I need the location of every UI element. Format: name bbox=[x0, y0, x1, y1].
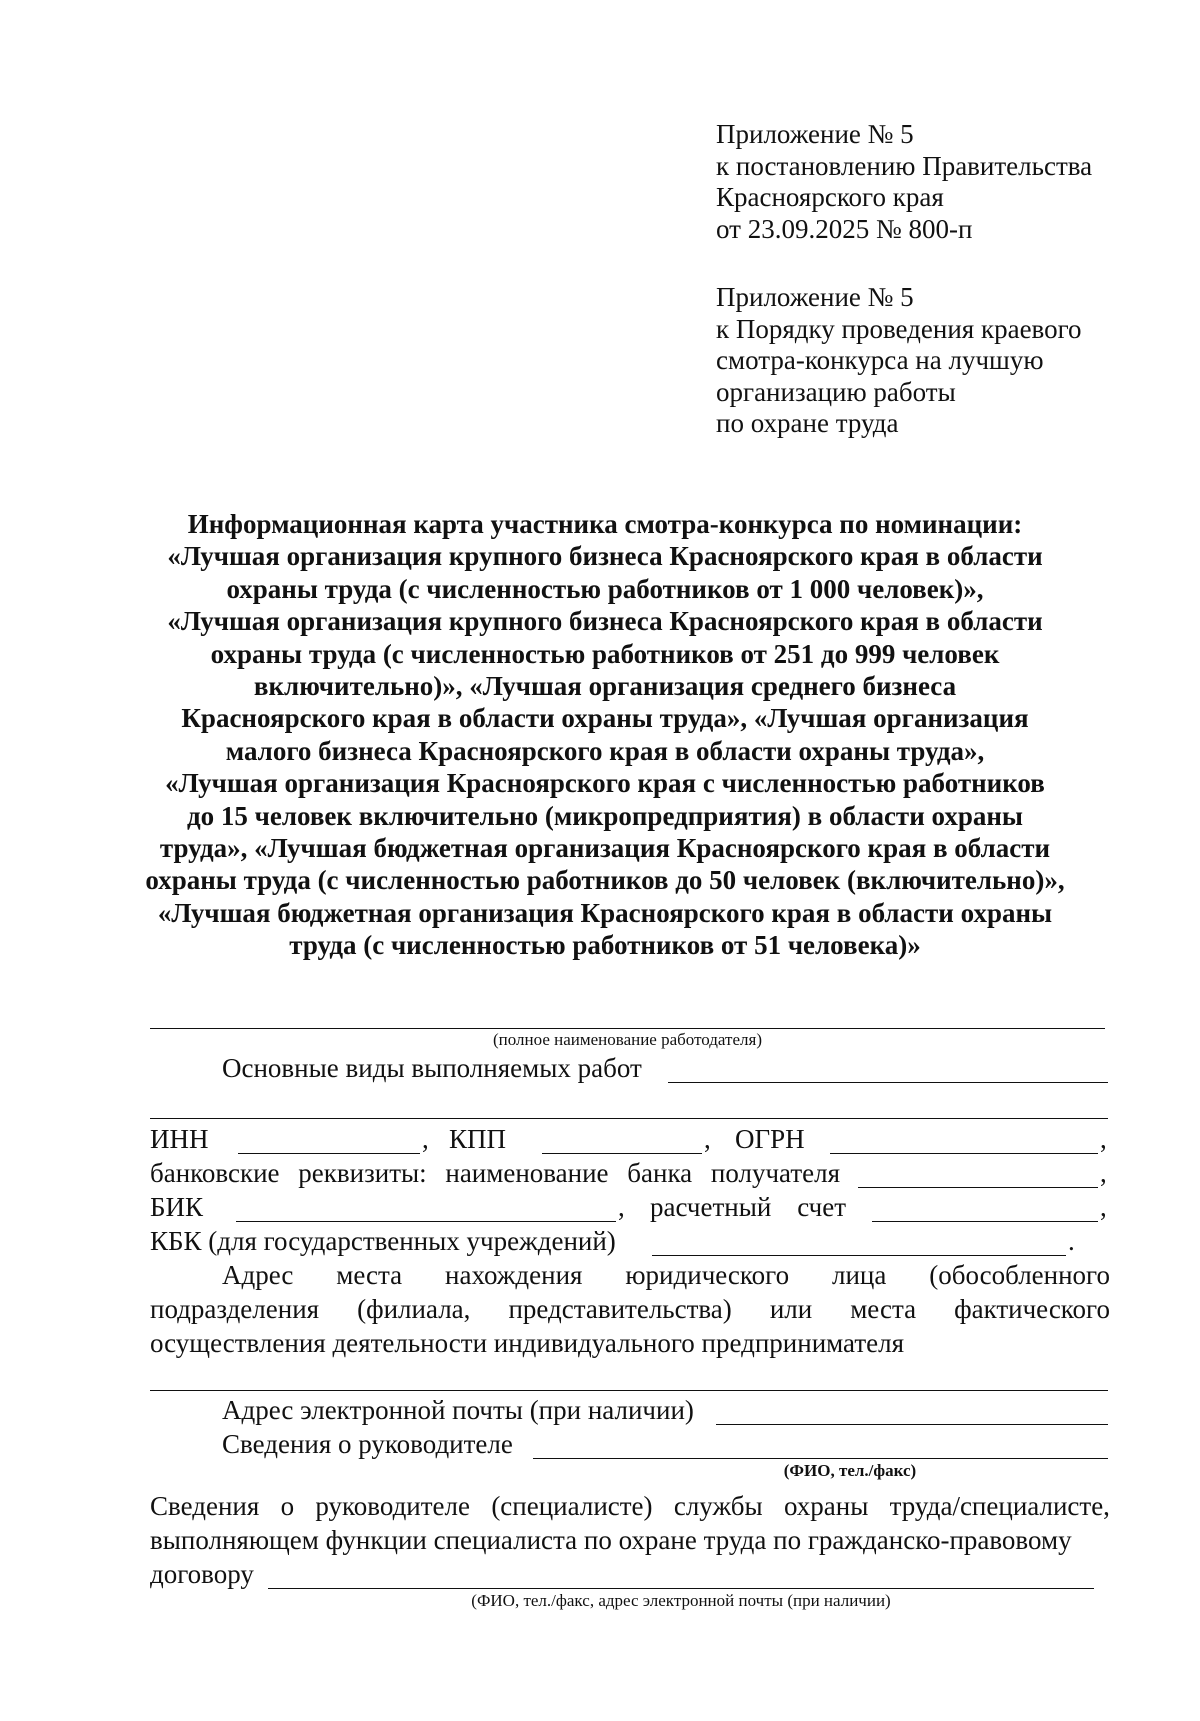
bank-details-label bbox=[150, 1157, 840, 1189]
word: фактического bbox=[954, 1294, 1110, 1324]
kpp-label: КПП bbox=[449, 1124, 507, 1154]
word: (обособленного bbox=[929, 1260, 1110, 1290]
word: охраны bbox=[783, 1491, 869, 1521]
word: места bbox=[336, 1260, 403, 1290]
title-line: труда (с численностью работников от 51 человека)» bbox=[289, 930, 921, 961]
title-line: охраны труда (с численностью работников от 251 до 999 человек bbox=[210, 638, 1000, 669]
title-line: Информационная карта участника смотра-конкурса по номинации: bbox=[187, 509, 1023, 539]
appendix-header-procedure bbox=[716, 282, 1082, 440]
kpp-comma: , bbox=[704, 1124, 711, 1154]
address-paragraph-line bbox=[222, 1259, 1110, 1291]
bank-word: банка bbox=[627, 1158, 693, 1188]
kbk-label: КБК (для государственных учреждений) bbox=[150, 1226, 616, 1256]
word: представительства) bbox=[508, 1294, 732, 1324]
head-caption: (ФИО, тел./факс) bbox=[783, 1461, 917, 1480]
appendix-line: смотра-конкурса на лучшую bbox=[716, 345, 1044, 375]
appendix-line: к постановлению Правительства bbox=[716, 150, 1093, 181]
word: (специалисте) bbox=[491, 1491, 653, 1521]
kbk-field[interactable] bbox=[652, 1255, 1066, 1256]
appendix-line: организацию работы bbox=[716, 376, 956, 407]
ot-specialist-field[interactable] bbox=[268, 1588, 1094, 1589]
address-paragraph-line bbox=[150, 1293, 1110, 1325]
bank-word: банковские bbox=[150, 1158, 280, 1188]
ogrn-comma: , bbox=[1100, 1124, 1107, 1154]
appendix-line: Приложение № 5 bbox=[716, 119, 914, 149]
word: места bbox=[850, 1294, 917, 1324]
account-word: счет bbox=[797, 1192, 846, 1222]
appendix-line: к Порядку проведения краевого bbox=[716, 313, 1082, 344]
word: нахождения bbox=[445, 1260, 583, 1290]
title-line: труда», «Лучшая бюджетная организация Красноярского края в области bbox=[159, 833, 1051, 864]
appendix-line: Красноярского края bbox=[716, 182, 944, 212]
bank-word: реквизиты: bbox=[298, 1158, 427, 1188]
title-line: «Лучшая бюджетная организация Красноярского края в области охраны bbox=[157, 897, 1053, 928]
title-line: охраны труда (с численностью работников до 50 человек (включительно)», bbox=[145, 865, 1065, 896]
appendix-line: от 23.09.2025 № 800-п bbox=[716, 213, 973, 244]
word: лица bbox=[831, 1260, 887, 1290]
bik-label: БИК bbox=[150, 1192, 204, 1222]
word: (филиала, bbox=[357, 1294, 471, 1324]
word: о bbox=[280, 1491, 295, 1521]
title-line: «Лучшая организация Красноярского края с численностью работников bbox=[165, 768, 1045, 799]
word: Адрес bbox=[222, 1260, 294, 1290]
head-field[interactable] bbox=[533, 1458, 1108, 1459]
word: юридического bbox=[625, 1260, 790, 1290]
word: службы bbox=[673, 1491, 763, 1521]
word: подразделения bbox=[150, 1294, 320, 1324]
head-label: Сведения о руководителе bbox=[222, 1429, 513, 1459]
ogrn-field[interactable] bbox=[830, 1153, 1098, 1154]
email-field[interactable] bbox=[716, 1424, 1108, 1425]
title-line: охраны труда (с численностью работников от 1 000 человек)», bbox=[226, 573, 984, 604]
word: или bbox=[769, 1294, 813, 1324]
kpp-field[interactable] bbox=[542, 1153, 702, 1154]
bik-comma: , bbox=[618, 1192, 625, 1222]
inn-comma: , bbox=[422, 1124, 429, 1154]
document-title bbox=[120, 508, 1090, 962]
account-label bbox=[650, 1191, 846, 1223]
account-word: расчетный bbox=[650, 1192, 772, 1222]
bank-name-field[interactable] bbox=[858, 1187, 1098, 1188]
bank-word: наименование bbox=[445, 1158, 609, 1188]
appendix-header-decree bbox=[716, 119, 1092, 245]
bik-field[interactable] bbox=[236, 1221, 616, 1222]
employer-name-field[interactable] bbox=[150, 1028, 1105, 1029]
address-paragraph-line: осуществления деятельности индивидуального предпринимателя bbox=[150, 1328, 905, 1358]
address-field[interactable] bbox=[150, 1390, 1108, 1391]
email-label: Адрес электронной почты (при наличии) bbox=[222, 1395, 694, 1425]
ot-paragraph-line bbox=[150, 1490, 1110, 1522]
word: руководителе bbox=[315, 1491, 470, 1521]
bank-word: получателя bbox=[710, 1158, 840, 1188]
title-line: Красноярского края в области охраны труда», «Лучшая организация bbox=[181, 703, 1029, 734]
word: Сведения bbox=[150, 1491, 260, 1521]
title-line: «Лучшая организация крупного бизнеса Красноярского края в области bbox=[167, 541, 1043, 572]
inn-label: ИНН bbox=[150, 1124, 209, 1154]
kbk-period: . bbox=[1068, 1226, 1075, 1256]
main-works-label: Основные виды выполняемых работ bbox=[222, 1053, 642, 1083]
main-works-field-continued[interactable] bbox=[150, 1118, 1108, 1119]
bank-comma: , bbox=[1100, 1158, 1107, 1188]
ot-contract-label: договору bbox=[150, 1559, 254, 1589]
main-works-field[interactable] bbox=[668, 1082, 1108, 1083]
ot-caption: (ФИО, тел./факс, адрес электронной почты (при наличии) bbox=[471, 1591, 891, 1610]
ogrn-label: ОГРН bbox=[735, 1124, 805, 1154]
title-line: малого бизнеса Красноярского края в области охраны труда», bbox=[225, 735, 985, 766]
employer-name-caption: (полное наименование работодателя) bbox=[493, 1030, 762, 1049]
title-line: до 15 человек включительно (микропредприятия) в области охраны bbox=[187, 800, 1023, 831]
ot-paragraph-line: выполняющем функции специалиста по охране труда по гражданско-правовому bbox=[150, 1525, 1072, 1555]
title-line: «Лучшая организация крупного бизнеса Красноярского края в области bbox=[167, 606, 1043, 637]
appendix-line: по охране труда bbox=[716, 408, 899, 438]
word: труда/специалисте, bbox=[889, 1491, 1110, 1521]
account-field[interactable] bbox=[872, 1221, 1098, 1222]
inn-field[interactable] bbox=[238, 1153, 420, 1154]
title-line: включительно)», «Лучшая организация среднего бизнеса bbox=[253, 671, 957, 702]
account-comma: , bbox=[1100, 1192, 1107, 1222]
appendix-line: Приложение № 5 bbox=[716, 282, 914, 312]
